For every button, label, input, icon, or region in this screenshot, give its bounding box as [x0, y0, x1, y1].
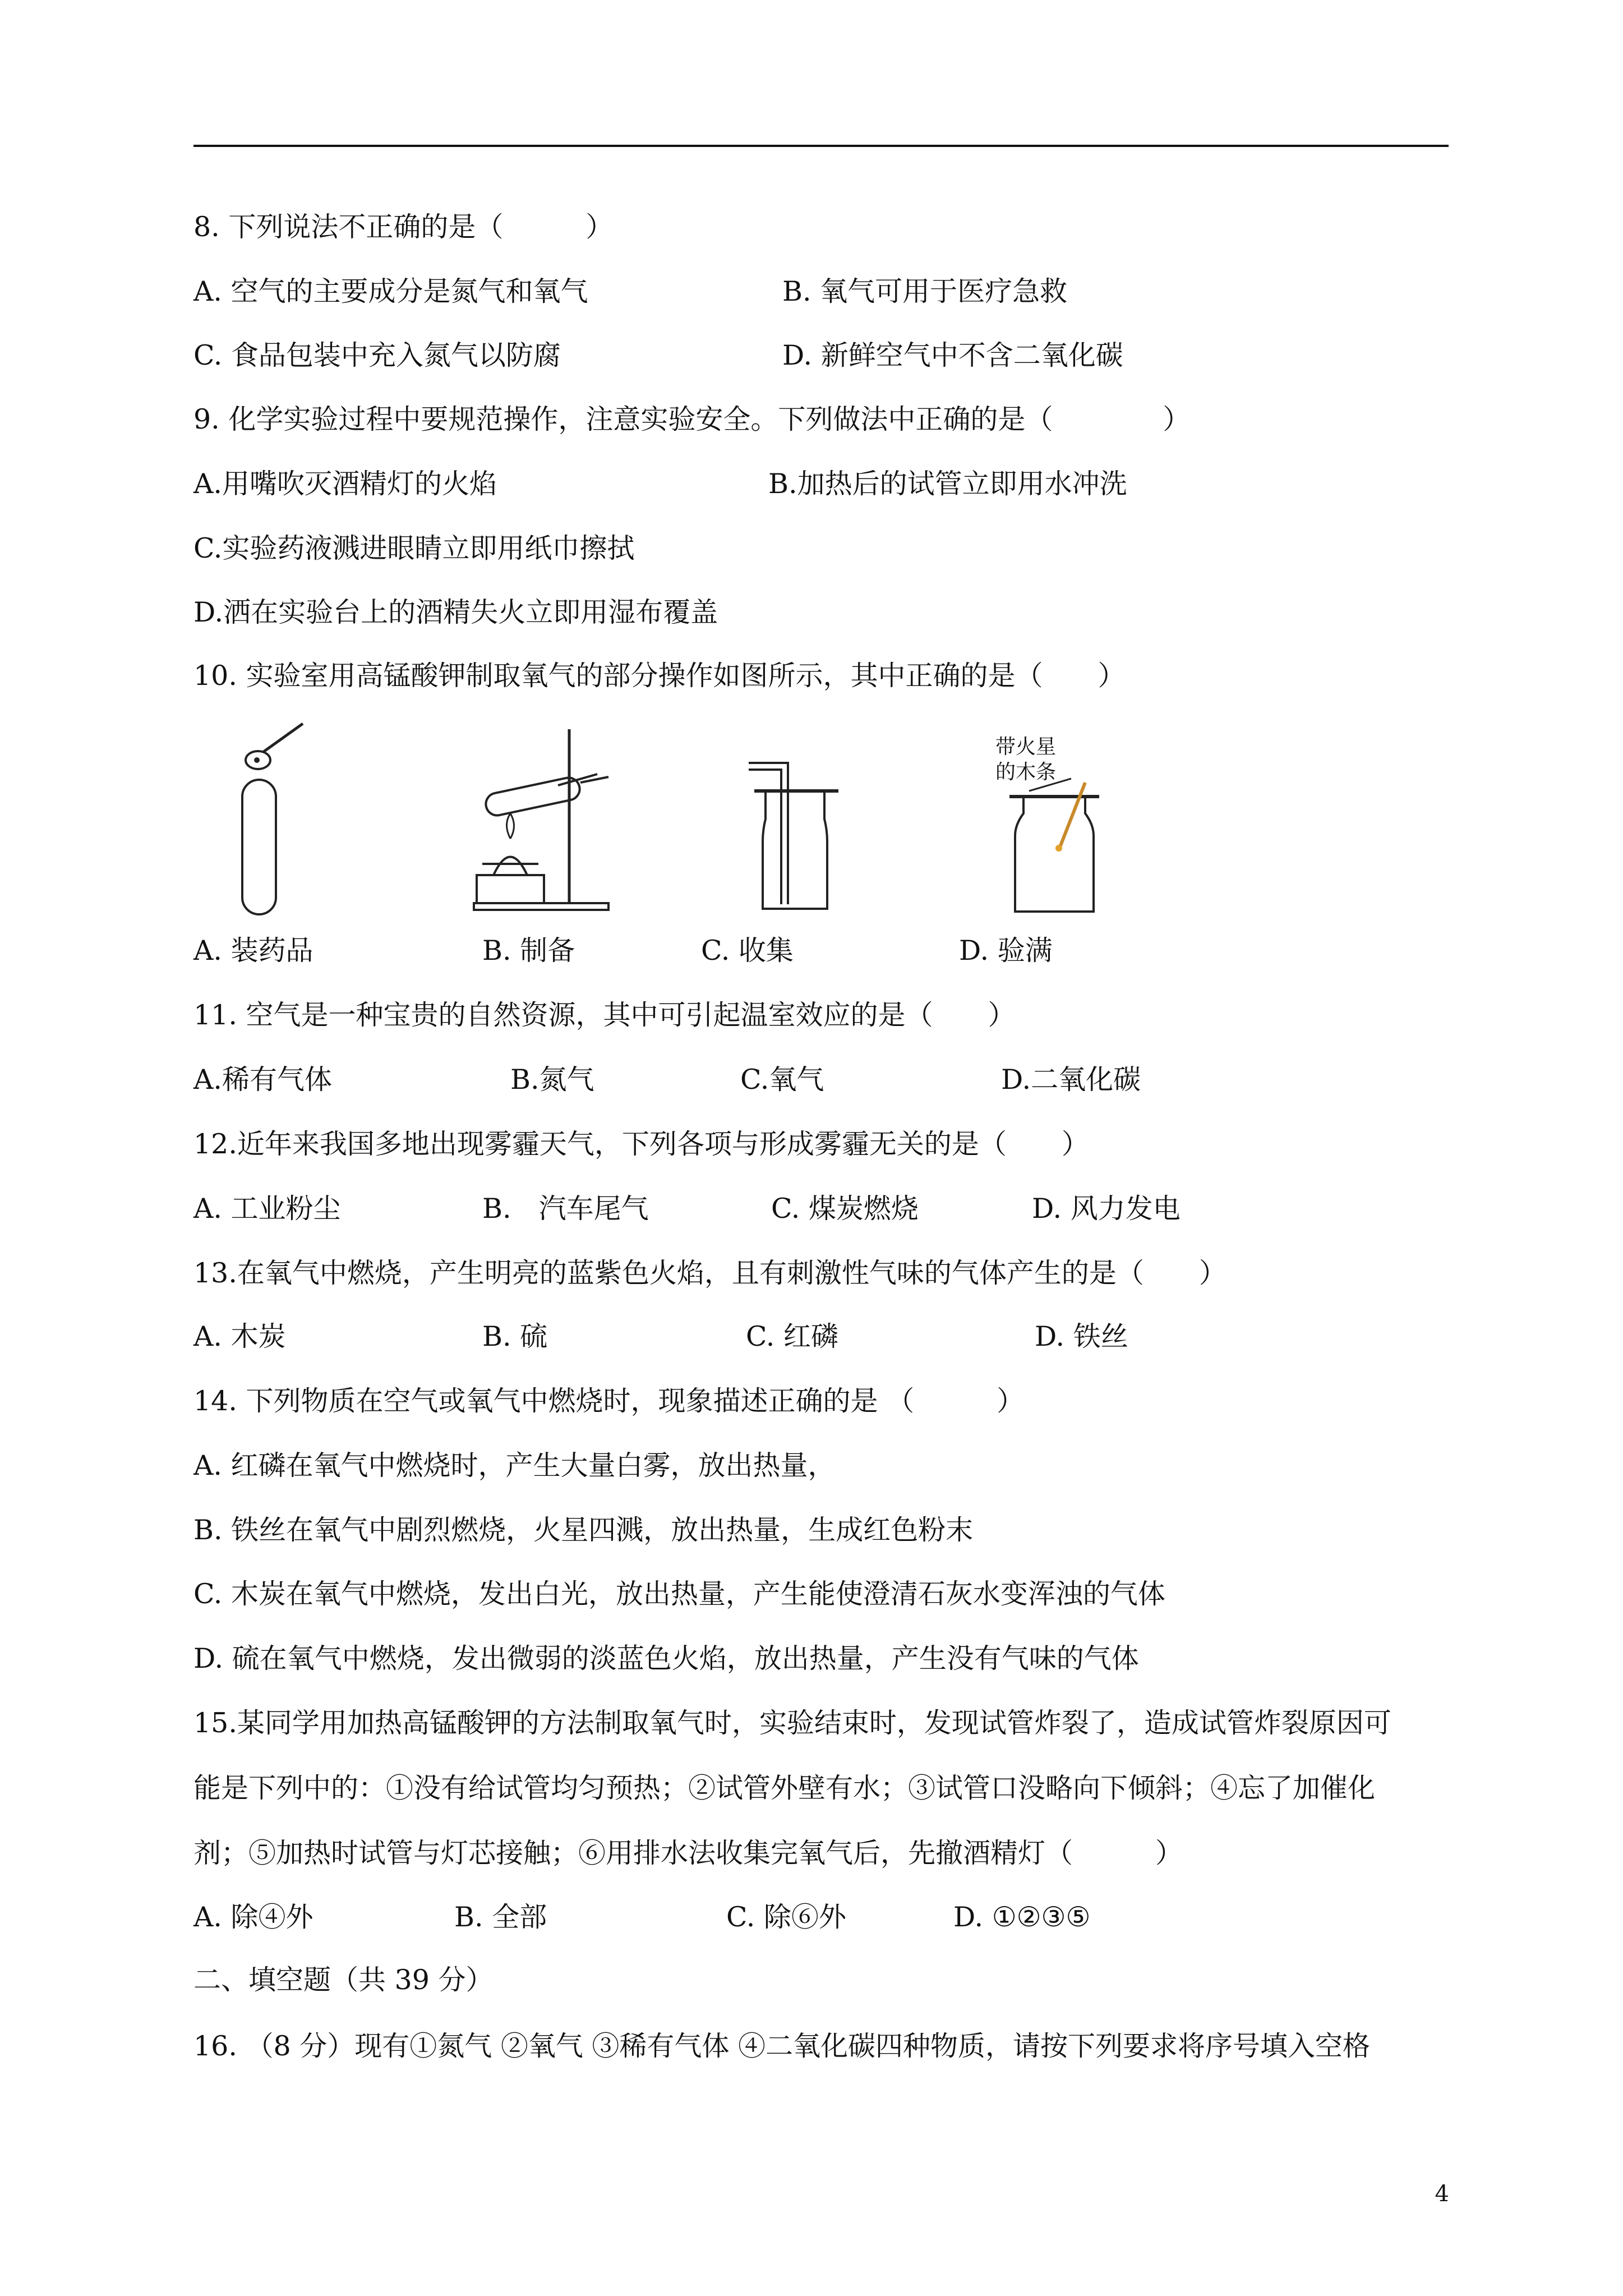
q10-option-d: D. 验满: [959, 935, 1053, 967]
q13-option-a: A. 木炭: [193, 1320, 286, 1352]
q13-option-c: C. 红磷: [746, 1320, 838, 1352]
q14-option-c: C. 木炭在氧气中燃烧，发出白光，放出热量，产生能使澄清石灰水变浑浊的气体: [193, 1578, 1165, 1610]
q11-option-d: D.二氧化碳: [1001, 1064, 1141, 1096]
q12-option-b: B. 汽车尾气: [482, 1193, 649, 1225]
q9-option-c: C.实验药液溅进眼睛立即用纸巾擦拭: [193, 532, 635, 564]
q10-option-a: A. 装药品: [193, 935, 313, 967]
q8-option-b: B. 氧气可用于医疗急救: [782, 275, 1068, 307]
q15-stem-line3: 剂；⑤加热时试管与灯芯接触；⑥用排水法收集完氧气后，先撤酒精灯（ ）: [193, 1837, 1183, 1869]
q15-option-c: C. 除⑥外: [726, 1901, 846, 1933]
q11-option-c: C.氧气: [740, 1064, 824, 1096]
q10-option-b: B. 制备: [482, 935, 575, 967]
q9-option-b: B.加热后的试管立即用水冲洗: [768, 468, 1127, 500]
q9-stem: 9. 化学实验过程中要规范操作，注意实验安全。下列做法中正确的是（ ）: [193, 403, 1191, 435]
q16-stem: 16. （8 分）现有①氮气 ②氧气 ③稀有气体 ④二氧化碳四种物质，请按下列要求将序号填入空格: [193, 2030, 1370, 2062]
q12-option-d: D. 风力发电: [1032, 1193, 1181, 1225]
q10-option-c: C. 收集: [701, 935, 794, 967]
figure-add-reagent: [230, 718, 331, 920]
header-rule: [193, 145, 1449, 147]
q14-option-d: D. 硫在氧气中燃烧，发出微弱的淡蓝色火焰，放出热量，产生没有气味的气体: [193, 1642, 1139, 1674]
q8-stem: 8. 下列说法不正确的是（ ）: [193, 211, 614, 243]
q15-option-b: B. 全部: [454, 1901, 547, 1933]
q12-option-c: C. 煤炭燃烧: [771, 1193, 919, 1225]
q13-stem: 13.在氧气中燃烧，产生明亮的蓝紫色火焰，且有刺激性气味的气体产生的是（ ）: [193, 1257, 1227, 1289]
q14-option-b: B. 铁丝在氧气中剧烈燃烧，火星四溅，放出热量，生成红色粉末: [193, 1514, 974, 1546]
figure-check-full: [1004, 774, 1105, 920]
q9-option-d: D.洒在实验台上的酒精失火立即用湿布覆盖: [193, 596, 718, 628]
figure-gas-collection: [749, 757, 844, 914]
q8-option-d: D. 新鲜空气中不含二氧化碳: [782, 339, 1123, 371]
figure-label-line2: 的木条: [995, 761, 1057, 784]
q15-option-d: D. ①②③⑤: [953, 1901, 1091, 1933]
q9-option-a: A.用嘴吹灭酒精灯的火焰: [193, 468, 497, 500]
section-heading: 二、填空题（共 39 分）: [193, 1964, 494, 1996]
figure-label-line1: 带火星: [995, 735, 1057, 758]
q15-stem-line1: 15.某同学用加热高锰酸钾的方法制取氧气时，实验结束时，发现试管炸裂了，造成试管炸裂原因可: [193, 1707, 1391, 1739]
q11-option-a: A.稀有气体: [193, 1064, 332, 1096]
q14-option-a: A. 红磷在氧气中燃烧时，产生大量白雾，放出热量，: [193, 1450, 836, 1481]
q8-option-c: C. 食品包装中充入氮气以防腐: [193, 339, 561, 371]
q15-option-a: A. 除④外: [193, 1901, 313, 1933]
q14-stem: 14. 下列物质在空气或氧气中燃烧时，现象描述正确的是 （ ）: [193, 1385, 1025, 1417]
q12-option-a: A. 工业粉尘: [193, 1193, 341, 1225]
q12-stem: 12.近年来我国多地出现雾霾天气，下列各项与形成雾霾无关的是（ ）: [193, 1128, 1089, 1160]
q13-option-d: D. 铁丝: [1035, 1320, 1128, 1352]
q10-stem: 10. 实验室用高锰酸钾制取氧气的部分操作如图所示，其中正确的是（ ）: [193, 660, 1126, 692]
q13-option-b: B. 硫: [482, 1320, 548, 1352]
q11-option-b: B.氮气: [510, 1064, 594, 1096]
figure-heating-apparatus: [468, 724, 614, 914]
page-number: 4: [1435, 2181, 1449, 2207]
q11-stem: 11. 空气是一种宝贵的自然资源，其中可引起温室效应的是（ ）: [193, 999, 1016, 1031]
q8-option-a: A. 空气的主要成分是氮气和氧气: [193, 275, 588, 307]
q15-stem-line2: 能是下列中的：①没有给试管均匀预热；②试管外壁有水；③试管口没略向下倾斜；④忘了加催化: [193, 1772, 1376, 1804]
